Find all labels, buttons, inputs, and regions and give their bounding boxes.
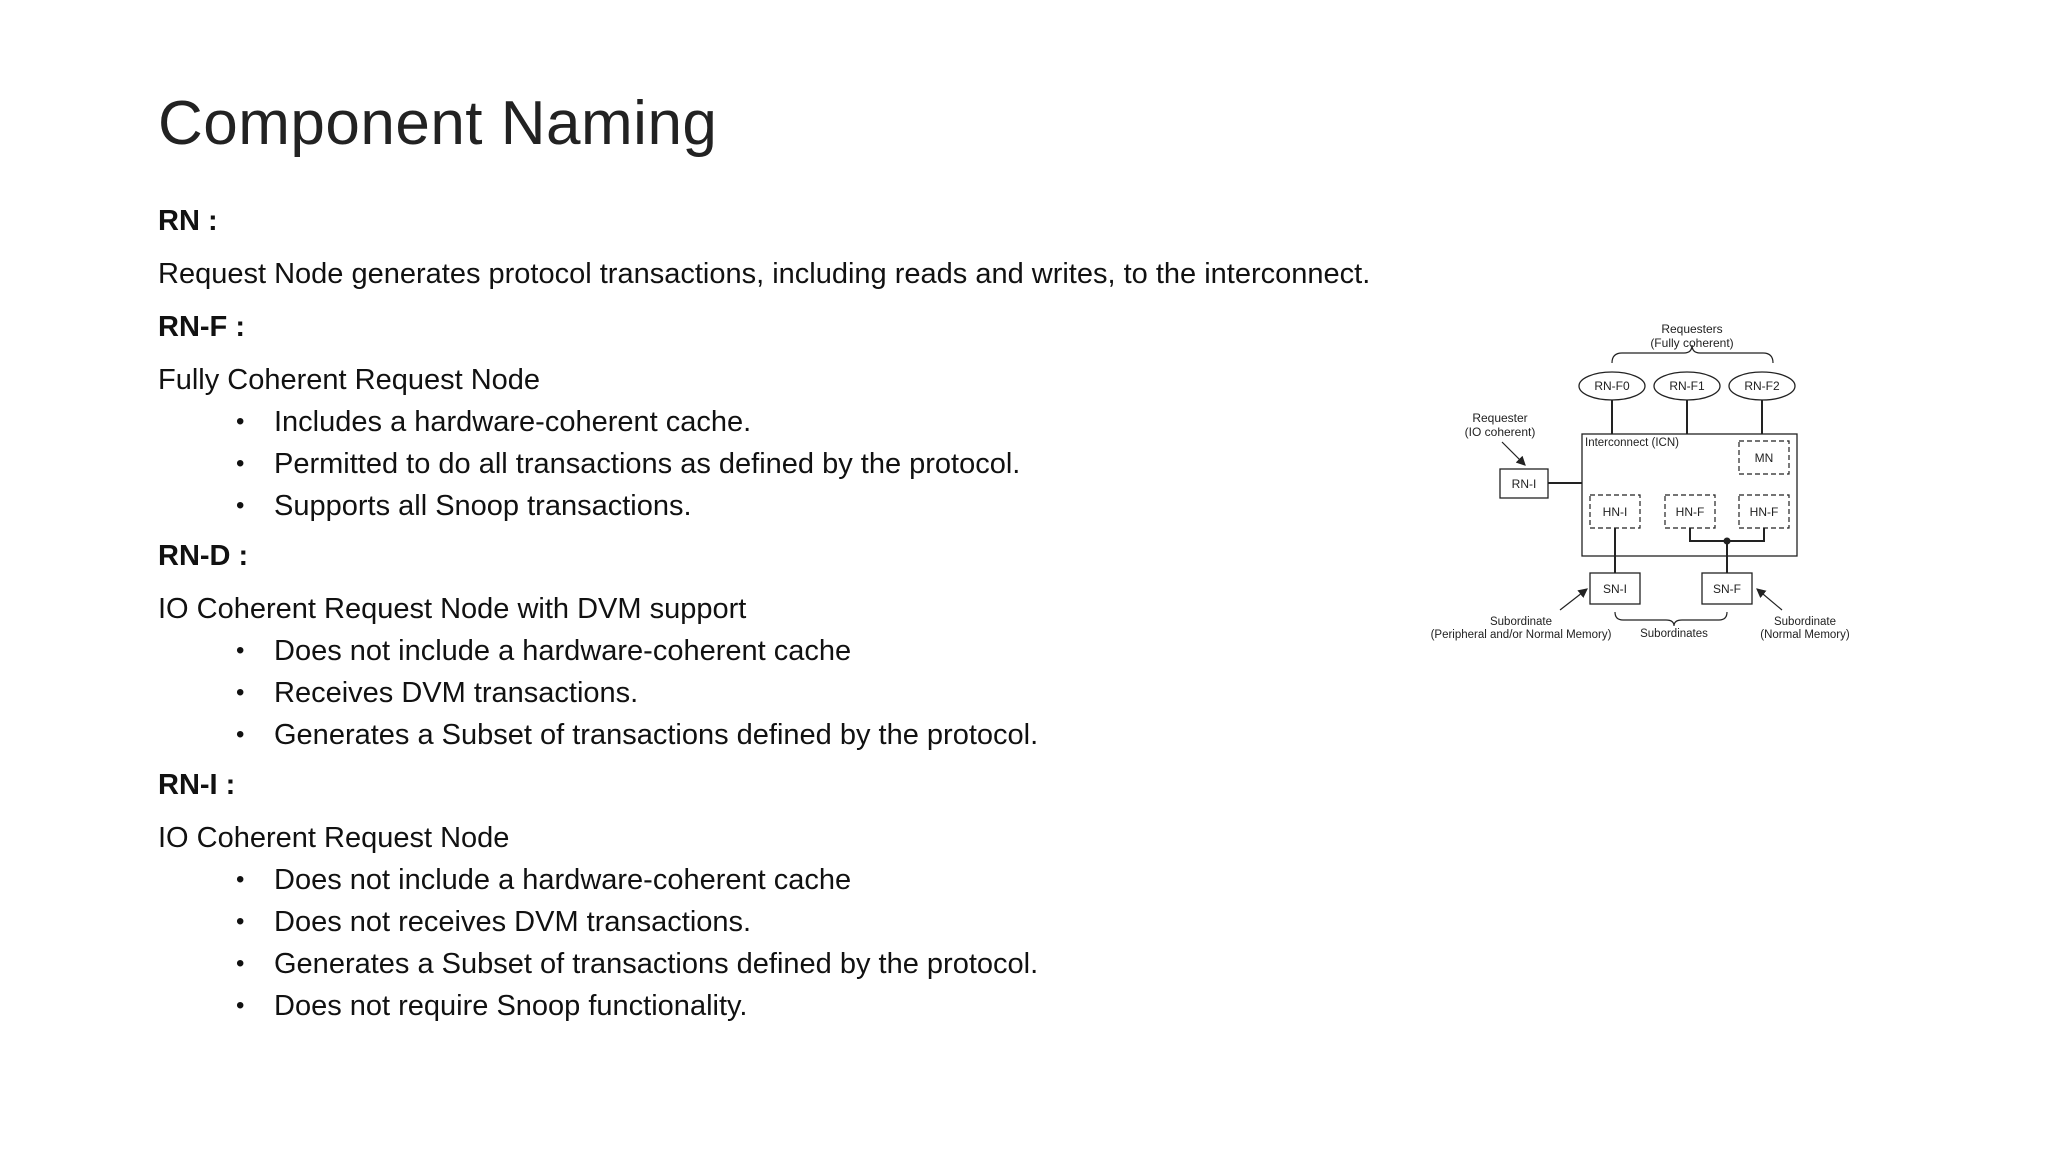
section-description-rn-f: Fully Coherent Request Node [158, 364, 541, 396]
bullet-list-rn-i [158, 859, 1438, 1027]
node-hn-f [1739, 495, 1789, 528]
node-hn-f [1665, 495, 1715, 528]
bullet-text: Does not receives DVM transactions. [274, 906, 752, 938]
section-heading-rn-i: RN-I : [158, 769, 236, 801]
node-label: RN-I [1511, 477, 1537, 491]
node-sn-i [1590, 573, 1640, 604]
list-item [158, 943, 1438, 985]
subordinate-right-sublabel: (Normal Memory) [1760, 629, 1850, 641]
io-requester-sublabel: (IO coherent) [1464, 425, 1536, 439]
content-body [158, 200, 1438, 1035]
node-mn [1739, 441, 1789, 474]
arrow [1502, 442, 1525, 465]
chi-topology-diagram [1430, 315, 1870, 655]
section-rn [158, 200, 1438, 295]
section-heading-rn-d: RN-D : [158, 540, 249, 572]
list-item [158, 714, 1438, 756]
bullet-dot: • [236, 950, 245, 977]
bullet-text: Does not require Snoop functionality. [274, 990, 748, 1022]
node-sn-f [1702, 573, 1752, 604]
node-hn-i [1590, 495, 1640, 528]
bullet-dot: • [236, 450, 245, 477]
list-item [158, 985, 1438, 1027]
section-description-rn-d: IO Coherent Request Node with DVM support [158, 593, 747, 625]
subordinate-left-sublabel: (Peripheral and/or Normal Memory) [1430, 629, 1612, 641]
bullet-dot: • [236, 679, 245, 706]
list-item [158, 485, 1438, 527]
interconnect-label: Interconnect (ICN) [1585, 437, 1679, 449]
node-label: HN-F [1749, 505, 1779, 519]
io-requester-label: Requester [1472, 411, 1528, 425]
section-heading-rn: RN : [158, 205, 218, 237]
list-item [158, 443, 1438, 485]
node-rn-f2 [1729, 372, 1795, 400]
node-label: HN-I [1602, 505, 1628, 519]
node-label: RN-F2 [1744, 379, 1780, 393]
list-item [158, 672, 1438, 714]
list-item [158, 630, 1438, 672]
bullet-text: Generates a Subset of transactions defined by the protocol. [274, 719, 1039, 751]
bullet-dot: • [236, 492, 245, 519]
list-item [158, 859, 1438, 901]
node-label: MN [1754, 451, 1774, 465]
bullet-text: Generates a Subset of transactions defined by the protocol. [274, 948, 1039, 980]
node-label: RN-F0 [1594, 379, 1630, 393]
arrow [1757, 589, 1782, 610]
subordinate-right-label: Subordinate [1773, 616, 1837, 628]
bullet-text: Does not include a hardware-coherent cache [274, 864, 852, 896]
requesters-label: Requesters [1661, 322, 1723, 336]
section-rn-f [158, 306, 1438, 527]
bullet-list-rn-f [158, 401, 1438, 527]
bullet-list-rn-d [158, 630, 1438, 756]
bullet-dot: • [236, 408, 245, 435]
section-heading-rn-f: RN-F : [158, 311, 245, 343]
section-rn-i [158, 764, 1438, 1027]
list-item [158, 901, 1438, 943]
arrow [1560, 589, 1587, 610]
bullet-text: Does not include a hardware-coherent cache [274, 635, 852, 667]
subordinates-label: Subordinates [1640, 628, 1708, 640]
bullet-text: Receives DVM transactions. [274, 677, 639, 709]
bullet-dot: • [236, 866, 245, 893]
node-label: SN-F [1713, 582, 1741, 596]
requesters-brace [1612, 345, 1773, 363]
requesters-sublabel: (Fully coherent) [1650, 336, 1734, 350]
node-rn-i [1500, 469, 1548, 498]
node-label: SN-I [1603, 582, 1627, 596]
bullet-dot: • [236, 992, 245, 1019]
section-description-rn-i: IO Coherent Request Node [158, 822, 510, 854]
node-rn-f1 [1654, 372, 1720, 400]
bullet-text: Includes a hardware-coherent cache. [274, 406, 752, 438]
list-item [158, 401, 1438, 443]
bullet-dot: • [236, 908, 245, 935]
node-label: HN-F [1675, 505, 1705, 519]
section-description-rn: Request Node generates protocol transactions, including reads and writes, to the interconnect. [158, 258, 1371, 290]
bullet-text: Permitted to do all transactions as defined by the protocol. [274, 448, 1021, 480]
subordinate-left-label: Subordinate [1489, 616, 1553, 628]
node-label: RN-F1 [1669, 379, 1705, 393]
subordinates-brace [1615, 612, 1727, 626]
bullet-text: Supports all Snoop transactions. [274, 490, 692, 522]
bullet-dot: • [236, 637, 245, 664]
section-rn-d [158, 535, 1438, 756]
slide-title: Component Naming [158, 89, 718, 158]
bullet-dot: • [236, 721, 245, 748]
node-rn-f0 [1579, 372, 1645, 400]
